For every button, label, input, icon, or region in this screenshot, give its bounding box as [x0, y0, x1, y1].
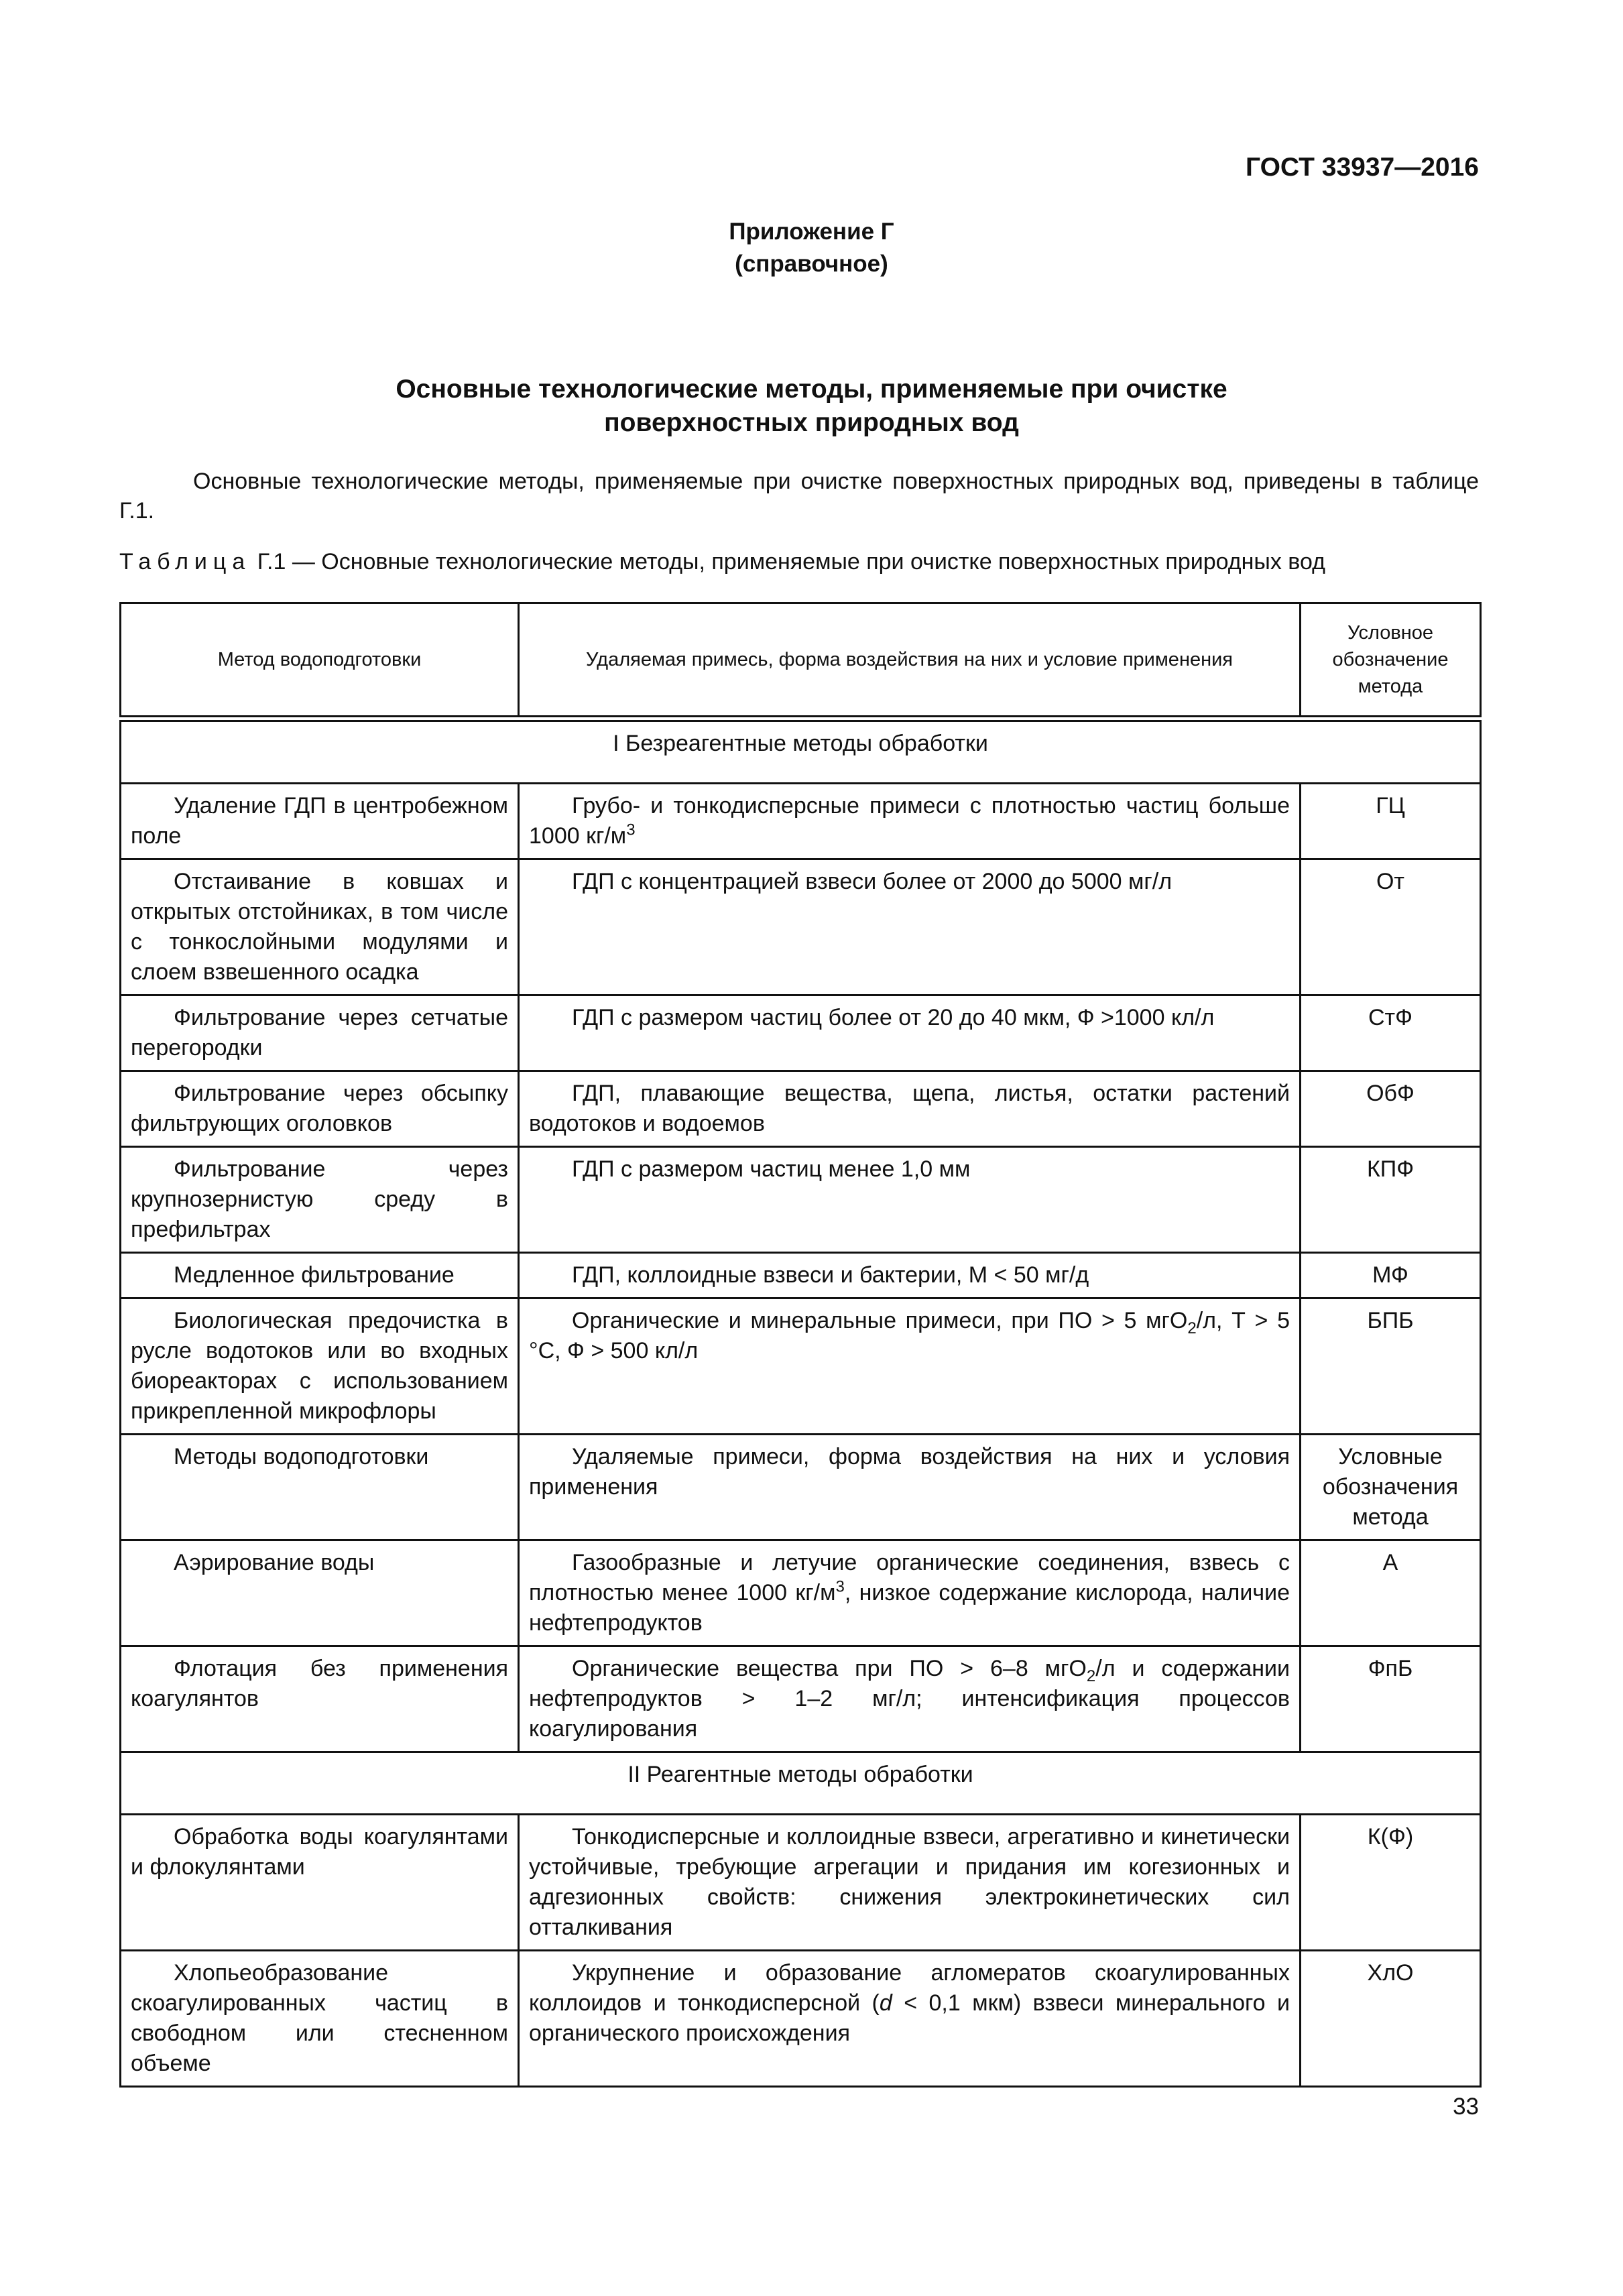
- heading-line-1: Основные технологические методы, применяемые при очистке: [396, 375, 1227, 404]
- code-cell: К(Ф): [1301, 1815, 1481, 1951]
- section-row-1: [121, 719, 1481, 784]
- code-cell: ГЦ: [1301, 784, 1481, 859]
- intro-paragraph: Основные технологические методы, применяемые при очистке поверхностных природных вод, приведены в таблице Г.1.: [119, 469, 1479, 524]
- table-row: [121, 1147, 1481, 1253]
- method-cell: Биологическая предочистка в русле водотоков или во входных биореакторах с использованием прикрепленной микрофлоры: [121, 1298, 519, 1435]
- code-cell: ФпБ: [1301, 1646, 1481, 1752]
- methods-table: [119, 602, 1482, 2088]
- table-caption-label: Таблица: [119, 549, 251, 575]
- header-method: Метод водоподготовки: [121, 603, 519, 719]
- description-cell: ГДП с размером частиц более от 20 до 40 мкм, Ф >1000 кл/л: [519, 995, 1301, 1071]
- code-cell: ХлО: [1301, 1951, 1481, 2087]
- code-cell: БПБ: [1301, 1298, 1481, 1435]
- table-row: [121, 859, 1481, 995]
- table-header-row: [121, 603, 1481, 719]
- method-cell: Удаление ГДП в центробежном поле: [121, 784, 519, 859]
- method-cell: Хлопьеобразование скоагулированных частиц в свободном или стесненном объеме: [121, 1951, 519, 2087]
- code-cell: КПФ: [1301, 1147, 1481, 1253]
- code-cell: А: [1301, 1540, 1481, 1646]
- table-row: [121, 1071, 1481, 1147]
- method-cell: Флотация без применения коагулянтов: [121, 1646, 519, 1752]
- description-cell: ГДП с размером частиц менее 1,0 мм: [519, 1147, 1301, 1253]
- method-cell: Медленное фильтрование: [121, 1253, 519, 1298]
- method-cell: Фильтрование через крупнозернистую среду в префильтрах: [121, 1147, 519, 1253]
- code-cell: Условные обозначения метода: [1301, 1435, 1481, 1540]
- description-cell: Тонкодисперсные и коллоидные взвеси, агрегативно и кинетически устойчивые, требующие агрегации и придания им когезионных и адгезионных свойств: снижения электрокинетических сил отталкивания: [519, 1815, 1301, 1951]
- table-caption-text: Г.1 — Основные технологические методы, применяемые при очистке поверхностных природных вод: [257, 549, 1325, 575]
- page-number: 33: [1453, 2094, 1479, 2120]
- description-cell: ГДП, плавающие вещества, щепа, листья, остатки растений водотоков и водоемов: [519, 1071, 1301, 1147]
- heading-line-2: поверхностных природных вод: [604, 408, 1019, 437]
- header-code: Условное обозначение метода: [1301, 603, 1481, 719]
- method-cell: Фильтрование через обсыпку фильтрующих оголовков: [121, 1071, 519, 1147]
- table-row: [121, 1298, 1481, 1435]
- method-cell: Фильтрование через сетчатые перегородки: [121, 995, 519, 1071]
- description-cell: Органические вещества при ПО > 6–8 мгO$_2$/л и содержании нефтепродуктов > 1–2 мг/л; интенсификация процессов коагулирования: [519, 1646, 1301, 1752]
- description-cell: Грубо- и тонкодисперсные примеси с плотностью частиц больше 1000 $кг/м^3$: [519, 784, 1301, 859]
- description-cell: Удаляемые примеси, форма воздействия на них и условия применения: [519, 1435, 1301, 1540]
- method-cell: Обработка воды коагулянтами и флокулянтами: [121, 1815, 519, 1951]
- method-cell: Методы водоподготовки: [121, 1435, 519, 1540]
- code-cell: СтФ: [1301, 995, 1481, 1071]
- description-cell: ГДП с концентрацией взвеси более от 2000 до 5000 мг/л: [519, 859, 1301, 995]
- document-code: ГОСТ 33937—2016: [1246, 153, 1479, 182]
- header-description: Удаляемая примесь, форма воздействия на них и условие применения: [519, 603, 1301, 719]
- description-cell: Газообразные и летучие органические соединения, взвесь с плотностью менее 1000 $кг/м^3$, низкое содержание кислорода, наличие нефтепродуктов: [519, 1540, 1301, 1646]
- table-row: [121, 995, 1481, 1071]
- code-cell: МФ: [1301, 1253, 1481, 1298]
- table-row: [121, 1951, 1481, 2087]
- code-cell: От: [1301, 859, 1481, 995]
- table-row: [121, 1646, 1481, 1752]
- appendix-title: Приложение Г: [729, 219, 894, 245]
- method-cell: Отстаивание в ковшах и открытых отстойниках, в том числе с тонкослойными модулями и слоем взвешенного осадка: [121, 859, 519, 995]
- description-cell: Укрупнение и образование агломератов скоагулированных коллоидов и тонкодисперсной (d < 0,1 мкм) взвеси минерального и органического происхождения: [519, 1951, 1301, 2087]
- description-cell: Органические и минеральные примеси, при ПО > 5 мгO$_2$/л, Т > 5 °С, Ф > 500 кл/л: [519, 1298, 1301, 1435]
- description-cell: ГДП, коллоидные взвеси и бактерии, М < 50 мг/д: [519, 1253, 1301, 1298]
- table-caption: [119, 547, 1487, 577]
- code-cell: ОбФ: [1301, 1071, 1481, 1147]
- method-cell: Аэрирование воды: [121, 1540, 519, 1646]
- table-row: [121, 1815, 1481, 1951]
- section-title-2: II Реагентные методы обработки: [121, 1752, 1481, 1815]
- section-heading: [0, 373, 1623, 440]
- table-row: [121, 1435, 1481, 1540]
- table-row: [121, 1540, 1481, 1646]
- section-title-1: I Безреагентные методы обработки: [121, 719, 1481, 784]
- appendix-subtitle: (справочное): [735, 251, 888, 277]
- appendix-heading: [0, 216, 1623, 280]
- table-row: [121, 784, 1481, 859]
- section-row-2: [121, 1752, 1481, 1815]
- table-row: [121, 1253, 1481, 1298]
